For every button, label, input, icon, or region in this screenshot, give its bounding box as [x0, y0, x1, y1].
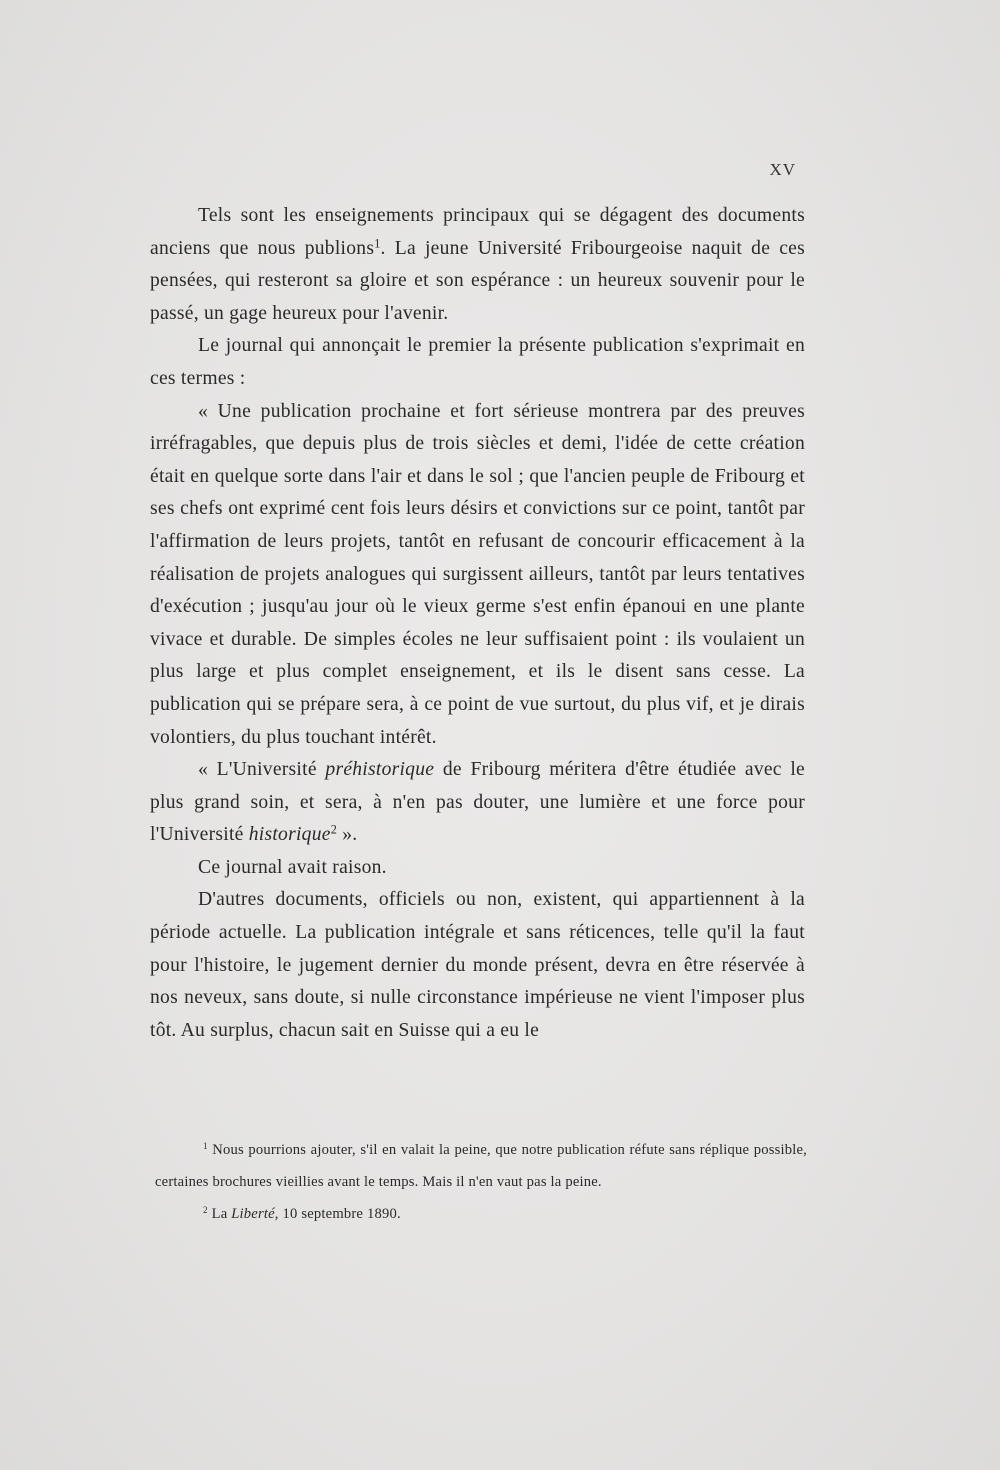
footnote-ref: 1	[374, 235, 381, 250]
paragraph	[150, 754, 805, 852]
text-run: Le journal qui annonçait le premier la présente publication s'exprimait en ces termes :	[150, 335, 805, 389]
italic-text: Liberté,	[231, 1206, 279, 1222]
text-run: ».	[337, 824, 358, 846]
footnote	[155, 1198, 807, 1230]
text-run: de Fribourg méritera d'être étudiée avec le plus grand soin, et sera, à n'en pas douter, une lumière et une force pour l'Université	[150, 759, 806, 846]
text-run: Nous pourrions ajouter, s'il en valait la peine, que notre publication réfute sans réplique possible, certaines brochures vieillies avant le temps. Mais il n'en vaut pas la peine.	[155, 1142, 807, 1190]
paragraph	[150, 884, 805, 1047]
text-run: Ce journal avait raison.	[198, 856, 387, 878]
body-text	[150, 200, 805, 1047]
footnotes	[155, 1134, 807, 1230]
italic-text: préhistorique	[325, 759, 435, 781]
text-run: . La jeune Université Fribourgeoise naquit de ces pensées, qui resteront sa gloire et son espérance : un heureux souvenir pour le passé, un gage heureux pour l'avenir.	[150, 237, 805, 324]
text-run: Tels sont les enseignements principaux qui se dégagent des documents anciens que nous publions	[150, 205, 805, 259]
text-run: « L'Université	[198, 759, 326, 781]
text-run: D'autres documents, officiels ou non, existent, qui appartiennent à la période actuelle. La publication intégrale et sans réticences, telle qu'il la faut pour l'histoire, le jugement dernier du monde présent, devra en être réservée à nos neveux, sans doute, si nulle circonstance impérieuse ne vient l'imposer plus tôt. Au surplus, chacun sait en Suisse qui a eu le	[150, 889, 805, 1041]
paragraph	[150, 200, 805, 330]
footnote-number: 1	[203, 1141, 208, 1152]
paragraph	[150, 330, 805, 395]
footnote-ref: 2	[330, 822, 338, 837]
text-run: 10 septembre 1890.	[278, 1206, 401, 1222]
footnote	[155, 1134, 807, 1198]
footnote-number: 2	[203, 1205, 208, 1216]
text-run: La	[207, 1206, 232, 1222]
italic-text: historique	[248, 824, 331, 846]
paragraph	[150, 396, 805, 755]
page-number: XV	[769, 160, 796, 179]
text-run: « Une publication prochaine et fort sérieuse montrera par des preuves irréfragables, que depuis plus de trois siècles et demi, l'idée de cette création était en quelque sorte dans l'air et dans le sol ; que l'ancien peuple de Fribourg et ses chefs ont exprimé cent fois leurs désirs et convictions sur ce point, tantôt par l'affirmation de leurs projets, tantôt en refusant de concourir efficacement à la réalisation de projets analogues qui surgissent ailleurs, tantôt par leurs tentatives d'exécution ; jusqu'au jour où le vieux germe s'est enfin épanoui en une plante vivace et durable. De simples écoles ne leur suffisaient point : ils voulaient un plus large et plus complet enseignement, et ils le disent sans cesse. La publication qui se prépare sera, à ce point de vue surtout, du plus vif, et je dirais volontiers, du plus touchant intérêt.	[150, 400, 805, 748]
paragraph	[150, 852, 805, 885]
